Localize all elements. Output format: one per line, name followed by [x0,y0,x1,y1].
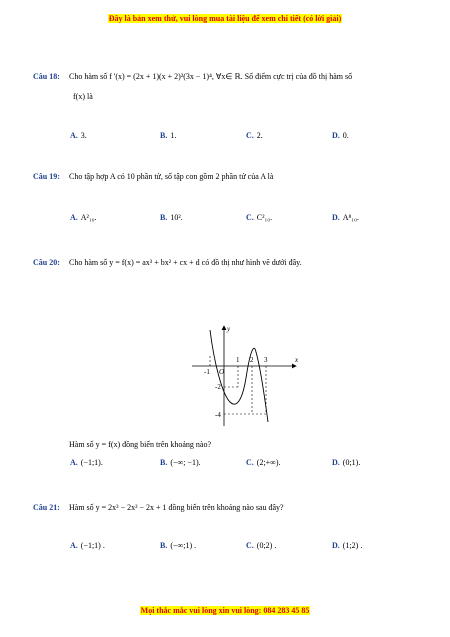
q18-option-d[interactable]: D. 0. [332,131,349,140]
q19-option-c[interactable]: C. C²₁₀. [246,213,273,222]
x-tick-3: 3 [264,356,268,364]
q18-text-2: f(x) là [73,92,93,101]
q20-option-b[interactable]: B. (−∞; −1). [160,458,201,467]
q21-option-a[interactable]: A. (−1;1) . [70,541,105,550]
q20-option-d[interactable]: D. (0;1). [332,458,361,467]
x-tick-1: 1 [236,356,240,364]
q19-option-d[interactable]: D. A⁸₁₀. [332,213,359,222]
y-axis-label: y [227,325,231,333]
q21-option-d[interactable]: D. (1;2) . [332,541,363,550]
q21-text: Hàm số y = 2x³ − 2x² − 2x + 1 đồng biến trên khoảng nào sau đây? [69,503,284,512]
q18-option-b[interactable]: B. 1. [160,131,177,140]
footer-banner: Mọi thắc mắc vui lòng xin vui lòng: 084 283 45 85 [140,606,310,615]
header-banner: Đây là bản xem thử, vui lòng mua tài liệu để xem chi tiết (có lời giải) [108,14,342,23]
cubic-curve [210,330,268,422]
q21-label: Câu 21: [33,503,60,512]
q19-label: Câu 19: [33,172,60,181]
q20-text: Cho hàm số y = f(x) = ax³ + bx² + cx + d có đồ thị như hình vẽ dưới đây. [69,258,302,267]
origin-label: O [219,368,225,376]
q20-question: Hàm số y = f(x) đồng biến trên khoảng nào? [69,440,212,449]
x-tick-2: 2 [250,356,254,364]
q18-option-a[interactable]: A. 3. [70,131,87,140]
q18-label: Câu 18: [33,72,60,81]
q19-text: Cho tập hợp A có 10 phần tử, số tập con gồm 2 phần tử của A là [69,172,274,181]
q18-option-c[interactable]: C. 2. [246,131,263,140]
q21-option-c[interactable]: C. (0;2) . [246,541,277,550]
q20-option-a[interactable]: A. (−1;1). [70,458,103,467]
q18-text: Cho hàm số f '(x) = (2x + 1)(x + 2)²(3x − 1)⁴, ∀x∈ ℝ. Số điểm cực trị của đồ thị hàm số [69,72,353,81]
q19-option-a[interactable]: A. A²₁₀. [70,213,97,222]
q20-option-c[interactable]: C. (2;+∞). [246,458,281,467]
x-axis-label: x [295,356,299,364]
x-tick-neg1: -1 [204,368,210,376]
q21-option-b[interactable]: B. (−∞;1) . [160,541,197,550]
cubic-graph [190,322,300,430]
q20-label: Câu 20: [33,258,60,267]
q19-option-b[interactable]: B. 10². [160,213,183,222]
y-tick-neg2: -2 [215,383,221,391]
y-tick-neg4: -4 [215,411,221,419]
